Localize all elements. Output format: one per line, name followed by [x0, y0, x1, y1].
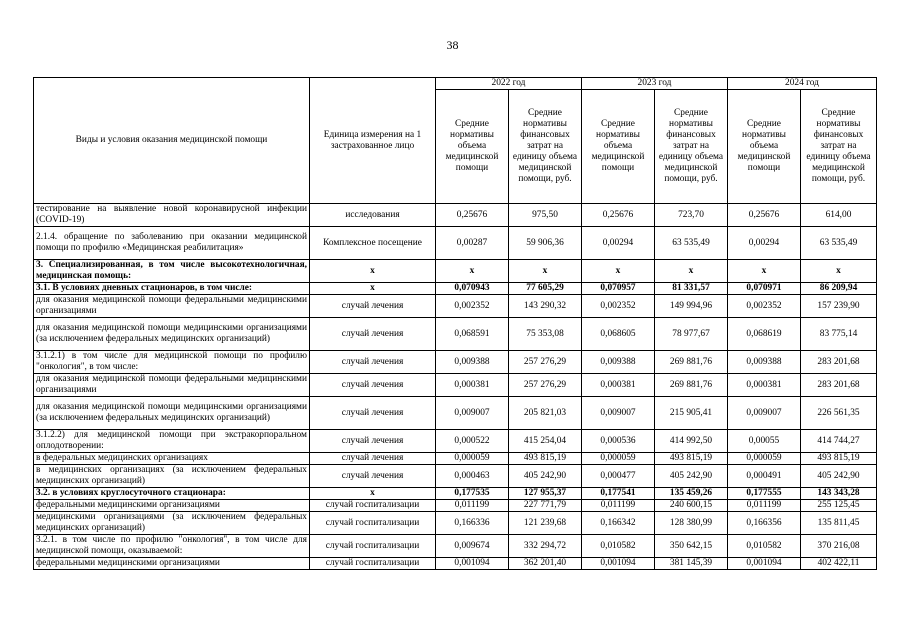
cost-2023: 269 881,76 — [655, 374, 728, 397]
volume-2022: 0,000381 — [436, 374, 509, 397]
volume-2024: х — [728, 260, 801, 283]
cost-2023: х — [655, 260, 728, 283]
cost-2022: х — [509, 260, 582, 283]
volume-2024: 0,000491 — [728, 465, 801, 488]
header-volume: Средние нормативы объема медицинской помощи — [436, 90, 509, 204]
cost-2024: 614,00 — [801, 204, 877, 227]
volume-2023: 0,009007 — [582, 397, 655, 430]
volume-2023: х — [582, 260, 655, 283]
cost-2024: 255 125,45 — [801, 500, 877, 512]
volume-2023: 0,000381 — [582, 374, 655, 397]
cost-2023: 81 331,57 — [655, 283, 728, 295]
volume-2023: 0,000536 — [582, 430, 655, 453]
page-number: 38 — [446, 38, 459, 52]
row-unit: х — [310, 488, 436, 500]
cost-2024: 493 815,19 — [801, 453, 877, 465]
row-name: в федеральных медицинских организациях — [34, 453, 310, 465]
table-row — [34, 512, 877, 535]
header-cost: Средние нормативы финансовых затрат на единицу объема медицинской помощи, руб. — [655, 90, 728, 204]
volume-2024: 0,009007 — [728, 397, 801, 430]
volume-2024: 0,002352 — [728, 295, 801, 318]
header-volume: Средние нормативы объема медицинской помощи — [582, 90, 655, 204]
row-unit: случай лечения — [310, 351, 436, 374]
cost-2022: 127 955,37 — [509, 488, 582, 500]
volume-2024: 0,001094 — [728, 558, 801, 570]
row-unit: х — [310, 260, 436, 283]
cost-2024: 135 811,45 — [801, 512, 877, 535]
cost-2022: 415 254,04 — [509, 430, 582, 453]
table-row — [34, 351, 877, 374]
cost-2022: 121 239,68 — [509, 512, 582, 535]
row-name: тестирование на выявление новой коронавирусной инфекции (COVID-19) — [34, 204, 310, 227]
row-name: 3.1. В условиях дневных стационаров, в том числе: — [34, 283, 310, 295]
volume-2023: 0,002352 — [582, 295, 655, 318]
row-unit: случай лечения — [310, 430, 436, 453]
table-row — [34, 535, 877, 558]
volume-2022: 0,002352 — [436, 295, 509, 318]
volume-2024: 0,070971 — [728, 283, 801, 295]
cost-2022: 143 290,32 — [509, 295, 582, 318]
header-year-2024: 2024 год — [728, 78, 877, 90]
volume-2024: 0,166356 — [728, 512, 801, 535]
table-row — [34, 295, 877, 318]
volume-2022: 0,001094 — [436, 558, 509, 570]
cost-2023: 723,70 — [655, 204, 728, 227]
row-name: 3.2. в условиях круглосуточного стационара: — [34, 488, 310, 500]
table-row — [34, 374, 877, 397]
table-row — [34, 397, 877, 430]
cost-2023: 381 145,39 — [655, 558, 728, 570]
volume-2023: 0,010582 — [582, 535, 655, 558]
row-unit: случай лечения — [310, 397, 436, 430]
cost-2022: 75 353,08 — [509, 318, 582, 351]
cost-2023: 128 380,99 — [655, 512, 728, 535]
header-volume: Средние нормативы объема медицинской помощи — [728, 90, 801, 204]
volume-2023: 0,000059 — [582, 453, 655, 465]
cost-2022: 257 276,29 — [509, 374, 582, 397]
cost-2023: 149 994,96 — [655, 295, 728, 318]
volume-2022: 0,009007 — [436, 397, 509, 430]
row-unit: исследования — [310, 204, 436, 227]
table-row — [34, 318, 877, 351]
row-name: 3.1.2.1) в том числе для медицинской помощи по профилю "онкология", в том числе: — [34, 351, 310, 374]
cost-2024: 283 201,68 — [801, 351, 877, 374]
cost-2023: 405 242,90 — [655, 465, 728, 488]
row-unit: Комплексное посещение — [310, 227, 436, 260]
volume-2022: 0,000059 — [436, 453, 509, 465]
volume-2023: 0,166342 — [582, 512, 655, 535]
header-name: Виды и условия оказания медицинской помощи — [34, 78, 310, 204]
cost-2024: 226 561,35 — [801, 397, 877, 430]
row-name: федеральными медицинскими организациями — [34, 500, 310, 512]
row-unit: случай госпитализации — [310, 500, 436, 512]
volume-2024: 0,000381 — [728, 374, 801, 397]
volume-2022: 0,000522 — [436, 430, 509, 453]
header-unit: Единица измерения на 1 застрахованное лицо — [310, 78, 436, 204]
volume-2023: 0,070957 — [582, 283, 655, 295]
cost-2023: 240 600,15 — [655, 500, 728, 512]
volume-2023: 0,011199 — [582, 500, 655, 512]
row-unit: случай лечения — [310, 465, 436, 488]
table-row — [34, 430, 877, 453]
cost-2022: 77 605,29 — [509, 283, 582, 295]
cost-2023: 269 881,76 — [655, 351, 728, 374]
volume-2024: 0,009388 — [728, 351, 801, 374]
cost-2023: 350 642,15 — [655, 535, 728, 558]
table-row — [34, 465, 877, 488]
volume-2024: 0,00055 — [728, 430, 801, 453]
cost-2023: 493 815,19 — [655, 453, 728, 465]
norms-table — [33, 77, 877, 570]
row-unit: случай лечения — [310, 295, 436, 318]
volume-2024: 0,068619 — [728, 318, 801, 351]
header-cost: Средние нормативы финансовых затрат на единицу объема медицинской помощи, руб. — [509, 90, 582, 204]
cost-2022: 332 294,72 — [509, 535, 582, 558]
row-name: 3.1.2.2) для медицинской помощи при экстракорпоральном оплодотворении: — [34, 430, 310, 453]
volume-2023: 0,068605 — [582, 318, 655, 351]
header-year-2022: 2022 год — [436, 78, 582, 90]
cost-2024: 86 209,94 — [801, 283, 877, 295]
cost-2024: 283 201,68 — [801, 374, 877, 397]
volume-2024: 0,177555 — [728, 488, 801, 500]
row-name: 2.1.4. обращение по заболеванию при оказании медицинской помощи по профилю «Медицинская реабилитация» — [34, 227, 310, 260]
cost-2022: 493 815,19 — [509, 453, 582, 465]
volume-2022: 0,009674 — [436, 535, 509, 558]
row-name: в медицинских организациях (за исключением федеральных медицинских организаций) — [34, 465, 310, 488]
volume-2023: 0,25676 — [582, 204, 655, 227]
table-row — [34, 453, 877, 465]
volume-2024: 0,000059 — [728, 453, 801, 465]
row-name: для оказания медицинской помощи медицинскими организациями (за исключением федеральных медицинских организаций) — [34, 318, 310, 351]
table-row — [34, 500, 877, 512]
cost-2024: 414 744,27 — [801, 430, 877, 453]
row-name: для оказания медицинской помощи федеральными медицинскими организациями — [34, 295, 310, 318]
cost-2024: 143 343,28 — [801, 488, 877, 500]
cost-2022: 59 906,36 — [509, 227, 582, 260]
cost-2024: 83 775,14 — [801, 318, 877, 351]
row-name: для оказания медицинской помощи федеральными медицинскими организациями — [34, 374, 310, 397]
volume-2022: 0,009388 — [436, 351, 509, 374]
row-unit: случай лечения — [310, 374, 436, 397]
cost-2022: 205 821,03 — [509, 397, 582, 430]
table-row — [34, 283, 877, 295]
cost-2023: 63 535,49 — [655, 227, 728, 260]
table-row — [34, 260, 877, 283]
cost-2023: 414 992,50 — [655, 430, 728, 453]
volume-2024: 0,25676 — [728, 204, 801, 227]
volume-2023: 0,000477 — [582, 465, 655, 488]
cost-2023: 215 905,41 — [655, 397, 728, 430]
header-year-2023: 2023 год — [582, 78, 728, 90]
table-row — [34, 227, 877, 260]
row-unit: случай госпитализации — [310, 512, 436, 535]
cost-2024: 157 239,90 — [801, 295, 877, 318]
volume-2022: 0,011199 — [436, 500, 509, 512]
cost-2024: 370 216,08 — [801, 535, 877, 558]
volume-2023: 0,009388 — [582, 351, 655, 374]
row-name: федеральными медицинскими организациями — [34, 558, 310, 570]
volume-2024: 0,00294 — [728, 227, 801, 260]
cost-2023: 78 977,67 — [655, 318, 728, 351]
cost-2022: 227 771,79 — [509, 500, 582, 512]
row-unit: случай лечения — [310, 453, 436, 465]
row-name: 3.2.1. в том числе по профилю "онкология", в том числе для медицинской помощи, оказываемой: — [34, 535, 310, 558]
volume-2023: 0,177541 — [582, 488, 655, 500]
cost-2022: 257 276,29 — [509, 351, 582, 374]
cost-2024: х — [801, 260, 877, 283]
volume-2024: 0,011199 — [728, 500, 801, 512]
row-unit: случай госпитализации — [310, 558, 436, 570]
row-unit: х — [310, 283, 436, 295]
volume-2024: 0,010582 — [728, 535, 801, 558]
cost-2023: 135 459,26 — [655, 488, 728, 500]
volume-2023: 0,001094 — [582, 558, 655, 570]
volume-2023: 0,00294 — [582, 227, 655, 260]
table-row — [34, 204, 877, 227]
row-name: для оказания медицинской помощи медицинскими организациями (за исключением федеральных медицинских организаций) — [34, 397, 310, 430]
cost-2022: 362 201,40 — [509, 558, 582, 570]
row-name: медицинскими организациями (за исключением федеральных медицинских организаций) — [34, 512, 310, 535]
volume-2022: х — [436, 260, 509, 283]
volume-2022: 0,25676 — [436, 204, 509, 227]
volume-2022: 0,166336 — [436, 512, 509, 535]
volume-2022: 0,068591 — [436, 318, 509, 351]
cost-2022: 975,50 — [509, 204, 582, 227]
cost-2024: 63 535,49 — [801, 227, 877, 260]
volume-2022: 0,177535 — [436, 488, 509, 500]
row-unit: случай госпитализации — [310, 535, 436, 558]
cost-2022: 405 242,90 — [509, 465, 582, 488]
cost-2024: 402 422,11 — [801, 558, 877, 570]
volume-2022: 0,000463 — [436, 465, 509, 488]
volume-2022: 0,070943 — [436, 283, 509, 295]
row-unit: случай лечения — [310, 318, 436, 351]
table-row — [34, 488, 877, 500]
table-row — [34, 558, 877, 570]
header-cost: Средние нормативы финансовых затрат на единицу объема медицинской помощи, руб. — [801, 90, 877, 204]
cost-2024: 405 242,90 — [801, 465, 877, 488]
volume-2022: 0,00287 — [436, 227, 509, 260]
row-name: 3. Специализированная, в том числе высокотехнологичная, медицинская помощь: — [34, 260, 310, 283]
